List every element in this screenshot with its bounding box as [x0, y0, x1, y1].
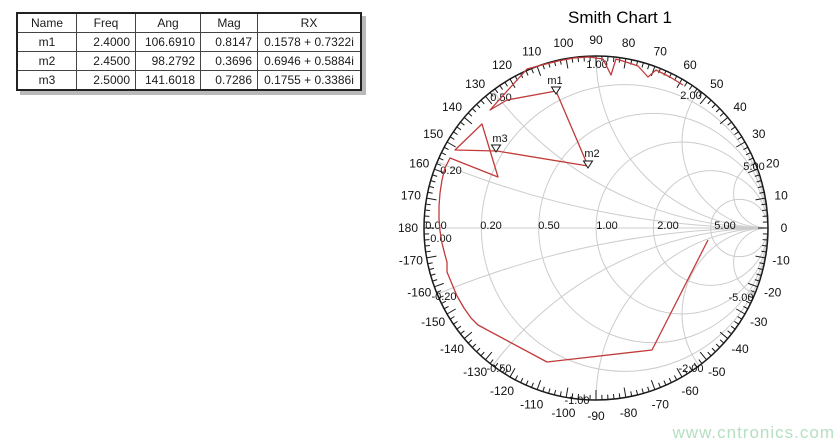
table-cell: 0.7286: [201, 71, 258, 91]
svg-text:-130: -130: [463, 365, 488, 379]
svg-text:-1.00: -1.00: [564, 395, 590, 407]
svg-text:-0.20: -0.20: [431, 291, 457, 303]
svg-text:-120: -120: [489, 383, 515, 398]
svg-text:-40: -40: [731, 341, 749, 356]
table-header-ang: Ang: [136, 13, 201, 33]
svg-text:-160: -160: [407, 285, 432, 300]
svg-text:100: 100: [553, 35, 574, 50]
resistance-axis-labels: [425, 220, 735, 245]
svg-text:170: 170: [400, 188, 421, 203]
svg-text:-30: -30: [750, 315, 768, 329]
table-header-freq: Freq: [77, 13, 136, 33]
svg-text:5.00: 5.00: [714, 220, 736, 232]
svg-text:80: 80: [621, 35, 636, 50]
svg-text:2.00: 2.00: [680, 90, 702, 102]
svg-text:-60: -60: [681, 383, 699, 398]
table-cell: 0.3696: [201, 52, 258, 71]
svg-text:0.20: 0.20: [440, 165, 462, 177]
table-cell: m2: [17, 52, 77, 71]
marker-m1[interactable]: [547, 75, 562, 94]
svg-text:1.00: 1.00: [596, 220, 618, 232]
svg-text:-20: -20: [764, 285, 782, 300]
svg-text:-50: -50: [708, 365, 726, 379]
svg-text:130: 130: [465, 77, 486, 91]
table-header-name: Name: [17, 13, 77, 33]
svg-text:-140: -140: [439, 341, 465, 356]
marker-m2[interactable]: [584, 148, 600, 168]
svg-text:150: 150: [423, 127, 444, 141]
svg-text:-70: -70: [651, 397, 669, 412]
svg-text:180: 180: [397, 221, 419, 235]
table-cell: 2.4500: [77, 52, 136, 71]
svg-text:-170: -170: [398, 253, 423, 268]
marker-label: m2: [584, 148, 600, 160]
table-cell: 106.6910: [136, 33, 201, 52]
svg-text:140: 140: [441, 100, 463, 115]
svg-text:-2.00: -2.00: [678, 363, 704, 375]
svg-text:10: 10: [774, 188, 788, 203]
svg-text:70: 70: [653, 44, 667, 59]
table-cell: 0.1755 + 0.3386i: [258, 71, 362, 91]
table-cell: 141.6018: [136, 71, 201, 91]
svg-text:60: 60: [683, 58, 697, 73]
svg-text:-150: -150: [421, 315, 446, 329]
svg-text:120: 120: [491, 58, 513, 73]
marker-label: m3: [492, 133, 508, 145]
svg-text:-90: -90: [587, 409, 605, 423]
svg-text:5.00: 5.00: [743, 161, 765, 173]
table-cell: 2.4000: [77, 33, 136, 52]
marker-triangle-icon[interactable]: [584, 161, 593, 168]
svg-text:0.00: 0.00: [425, 220, 447, 232]
svg-text:30: 30: [752, 127, 766, 141]
svg-text:110: 110: [522, 44, 542, 59]
marker-triangle-icon[interactable]: [552, 87, 561, 94]
svg-text:40: 40: [733, 100, 747, 115]
table-header-mag: Mag: [201, 13, 258, 33]
table-cell: 0.1578 + 0.7322i: [258, 33, 362, 52]
table-cell: 0.6946 + 0.5884i: [258, 52, 362, 71]
table-cell: 2.5000: [77, 71, 136, 91]
table-cell: m1: [17, 33, 77, 52]
svg-text:0.50: 0.50: [490, 92, 512, 104]
svg-text:-10: -10: [772, 253, 790, 268]
svg-text:-100: -100: [551, 406, 576, 421]
svg-text:90: 90: [589, 33, 603, 47]
svg-text:0.50: 0.50: [538, 220, 560, 232]
svg-text:50: 50: [710, 77, 724, 91]
svg-text:-5.00: -5.00: [728, 292, 754, 304]
table-cell: 0.8147: [201, 33, 258, 52]
watermark-text: www.cntronics.com: [672, 423, 835, 442]
s11-trace: [439, 57, 708, 362]
svg-text:20: 20: [766, 156, 780, 171]
svg-text:-110: -110: [520, 397, 544, 412]
svg-text:160: 160: [409, 156, 430, 171]
marker-label: m1: [547, 75, 563, 87]
svg-text:0.20: 0.20: [480, 220, 502, 232]
table-cell: m3: [17, 71, 77, 91]
svg-text:0: 0: [780, 221, 788, 235]
table-header-rx: RX: [258, 13, 362, 33]
svg-text:0.00: 0.00: [430, 233, 452, 245]
svg-text:2.00: 2.00: [657, 220, 679, 232]
svg-text:1.00: 1.00: [586, 59, 608, 71]
svg-text:-80: -80: [619, 406, 638, 421]
table-cell: 98.2792: [136, 52, 201, 71]
svg-text:-0.50: -0.50: [486, 363, 512, 375]
chart-title: Smith Chart 1: [568, 8, 672, 27]
